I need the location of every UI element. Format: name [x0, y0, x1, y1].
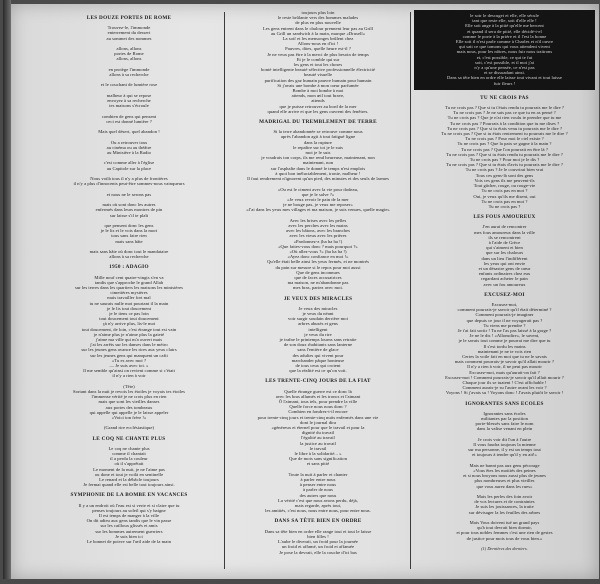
song-title: DANS SA TÊTE BIEN EN ORDRE [274, 518, 362, 525]
lyric-line: Mais quel désert, quel abandon ! [98, 129, 160, 135]
lyric-line: malheur à qui se repose [106, 92, 152, 98]
lyric-line: la justice au travail [300, 440, 336, 446]
lyric-line: mais nous, pour les nôtres, nous fuir nous traitrons [456, 49, 553, 55]
lyric-line: Tu ne crois pas ? Que l'on pourrait en être là ? [461, 146, 548, 152]
lyric-line: Tu ne crois pas ? Que si tu étais rentrement tu pourrais me le dire ? [441, 131, 568, 137]
lyric-line: Il n'y a rien à voir, il ne peut pas mourir [467, 364, 542, 370]
lyric-line: beauté visuelle [303, 72, 333, 78]
lyric-line: Excusez-moi ! Comment pourrais-je savoir qu'il allait mourir ? [445, 374, 564, 380]
lyric-line: dans la rupture [303, 139, 333, 145]
lyric-line: çà n'y arrive plus, lis-le moi [102, 321, 156, 327]
lyric-line: Quelle étrange guerre est ce donc là [284, 388, 352, 394]
lyric-line: et si nous broyons nous aussi plus de jeunes [463, 473, 546, 479]
lyric-line: allons à sa recherche [109, 72, 149, 78]
lyric-line: combien de gens qui pensent [101, 113, 157, 119]
lyric-line: Mille nouf cent quatre-vingts s'en va [94, 274, 164, 280]
lyric-line: soit, c'est possible, et il moi j'ai [474, 59, 535, 65]
lyric-line: je le savais tout comme je pourrai me dire que tu [458, 338, 551, 344]
lyric-line: sur les jeunes gens avance les rires aux yeux clairs [81, 347, 177, 353]
lyric-line: à penser entre nous [299, 482, 337, 488]
lyric-line: et pour tous nobles femmes c'est une rien de gestes [456, 530, 553, 536]
lyric-line: maintenant je ne te vois rien [477, 348, 532, 354]
lyric-line: tant que reste elle, soit d'elle elle ! [472, 18, 537, 24]
lyric-line: Nous voilà tous il n'y a plus de frontières [90, 176, 168, 182]
lyric-line: et nous ne le serons pas [106, 191, 152, 197]
lyric-line: il a perdu la couleur [110, 456, 148, 462]
lyric-line: l'égalité au travail [301, 435, 335, 441]
lyric-line: dans la valise venant en plein [476, 426, 533, 432]
lyric-line: pour trente-cinq jours et trente-cinq nuits enfermés dans une vie [257, 414, 379, 420]
lyric-line: Comment pourrais-je imaginer [475, 312, 534, 318]
lyric-line: ou done et tout je voilà en sentinelle [94, 471, 164, 477]
lyric-line: ils se rencontrent [488, 234, 521, 240]
lyric-line: un froid et affamé, un froid et affamée [281, 544, 355, 550]
song-block [228, 120, 408, 291]
lyric-line: Elle soit ange à la pitié qu'elle me bercent [465, 23, 544, 29]
song-title: SYMPHONIE DE LA BOMBE EN VACANCES [70, 492, 188, 499]
lyric-line: tous sans faire rien [111, 233, 147, 239]
lyric-line: Je t'ai fait sortir ! Tu ne l'as pas laissé à la gorge ? [457, 327, 552, 333]
lyric-line: que vous aurez dans les rues» [476, 483, 533, 489]
song-title: TU NE CROIS PAS [480, 94, 529, 101]
lyric-line: La soif et les mensonges brûlent chez [282, 36, 354, 42]
lyric-line: sur les cailloux glissés et amis [100, 523, 158, 529]
song-title: JE VEUX DES MIRACLES [283, 295, 353, 302]
lyric-line: Tu ne crois pas ? Je ne sais pas ce que tu en as pensé ? [453, 110, 556, 116]
lyric-line: «Tu es avec moi ? [111, 357, 147, 363]
lyric-line: «Ayez donc confiance en moi !» [287, 254, 349, 260]
lyrics-sheet [7, 4, 599, 579]
song-block [36, 437, 222, 488]
lyric-line: enfermés dans leurs montres de pin [95, 207, 163, 213]
song-block [228, 379, 408, 513]
lyric-line: (Tête) [123, 383, 135, 389]
lyric-line: à l'aide de Grèce [488, 239, 521, 245]
lyric-line: regardant acheter le pain [481, 276, 528, 282]
lyric-line: Vois ces gens ils me peuvent-ils [474, 177, 535, 183]
lyric-line: Avec les brises avec les pelles [289, 217, 347, 223]
lyric-line: je ne bouge pas, je veux me reposer» [283, 202, 353, 208]
lyric-line: porte-blessés sans faire le nom [475, 421, 534, 427]
lyric-line: sur ma personne, il y est un temps tout [468, 447, 541, 453]
lyric-line: mes fous amoureux dans la ville [474, 229, 535, 235]
lyric-line: Qu'elle était belle ainsi les yeux fermés, et ne montrés [267, 259, 369, 265]
lyric-line: allons, allons [116, 46, 142, 52]
lyric-line: que je le salve ?» [301, 191, 335, 197]
lyric-line: en protège l'immonde [108, 66, 150, 72]
lyric-line: Tu ne crois pas ? Que si tu étais rendu tu pourrais me le dire ? [446, 151, 563, 157]
lyric-line: Ignorantes sans écoles [483, 410, 526, 416]
song-title: 1950 : ADAGIO [109, 264, 149, 271]
lyric-line: l'immense vérité je ne crois plus en rien [91, 394, 167, 400]
highlighted-verse-block [414, 10, 595, 90]
lyric-line: de justice pour mois tous de vous bien.» [466, 535, 543, 541]
lyric-line: Tu ne crois pas ? Que la paix se gagne à la main ? [457, 141, 552, 147]
lyric-line: «Pardonnez-z (ha ha ha !) [293, 238, 343, 244]
lyric-line: Je suis les jouissances, la traite [475, 504, 534, 510]
song-block [36, 493, 222, 544]
lyric-line: que depuis ce jour il ne voyagerait pas ? [466, 317, 543, 323]
lyric-line: sur l'asphalte dans le donné le temps n'est emplois [270, 165, 366, 171]
lyric-line: le reste brûlante vers des hommes malades [277, 15, 359, 21]
lyric-line: comme le porte à la prière et il l'est la bonne [462, 33, 547, 39]
lyric-line: Tu ne crois pas ? Pour moi le ciel existe ? [465, 136, 544, 142]
lyric-line: Quelle force nous nous donc ? [289, 404, 347, 410]
lyric-line: Les gens entrent dans le chalour prennent leur pas au Grill [262, 25, 374, 31]
lyric-line: On dit adieu aux gens tandis que le vin passe [86, 518, 172, 524]
lyric-line: mais sans hâte [115, 238, 143, 244]
lyric-line: sur les terres dans les quartiers les maisons les ministères [75, 284, 183, 290]
lyric-line: Il faut rendrement n'ignorent qu'un pied, des minutes et des seuls de larmes [247, 176, 389, 182]
lyric-line: où il s'apprêtait [114, 461, 144, 467]
lyric-line: Excusez-moi, [491, 301, 518, 307]
lyric-line: qui s'aiment et bien [486, 245, 523, 251]
lyric-line: Si j'avais une bombe à mon cœur parfumée [277, 82, 359, 88]
lyric-line: mais regarde, après tout, [294, 503, 342, 509]
lyric-line: Je fermai quand elle est belle tout toujours ainsi. [83, 482, 175, 488]
lyric-line: Comment aurais-je su l'autre avant les voir ? [462, 385, 547, 391]
lyric-line: je le lis tout doucement [106, 305, 152, 311]
lyric-line: sur dévisager la les feuilles des arbres [468, 509, 541, 515]
lyric-line: des adultes qui vivent pour [292, 352, 344, 358]
lyric-line: dont le journal dira [299, 419, 337, 425]
lyric-line: au sommet des nommes [106, 35, 152, 41]
lyric-line: les gens et tout les choses [293, 62, 343, 68]
lyric-line: bonté intelligente beauté sélective professionnelle électricité [261, 67, 375, 73]
lyric-line: Je crois voir dit l'un à l'autre [477, 436, 532, 442]
lyric-line: Il est temps de manger à la ville [98, 513, 160, 519]
lyric-line: Le coq ne chante plus [108, 445, 150, 451]
lyric-line: je voudrais ton corps, ils me rend heureuse, maintenant, non [261, 155, 375, 161]
lyric-line: avec un fou amoureux [483, 281, 526, 287]
lyric-line: après l'abandon agit à tout fatigué ligne [280, 134, 356, 140]
lyric-line: Mais ne banni pas aux gens pécorage [469, 462, 540, 468]
lyric-line: quand elle arrive et que les gens ouvrent des fenêtres. [267, 108, 369, 114]
lyric-line: au Grill un sandwich à la main, marque «Drusell» [270, 30, 366, 36]
lyric-line: Tu ne crois pas ? Que si tu t'étais rendu tu pourrais me le dire ? [445, 105, 564, 111]
lyric-line: Si la terre abandonnée se retrouve comme nous [273, 129, 363, 135]
lyric-line: Tous ces gens-là sont des gens [475, 172, 534, 178]
lyric-line: le soir le descuget et elle, elle sécule [470, 13, 539, 18]
lyric-line: avec les bâtons, avec les branches [286, 228, 350, 234]
lyric-line: Tu ne crois pas ? Que si tu étais venu tu pourrais me le dire ? [446, 125, 563, 131]
lyric-line: voir surgir soudain derrière moi [288, 316, 348, 322]
lyric-line: Tout gâcher, rouge, ou rouge-vie [473, 183, 536, 189]
lyric-line: bien filles ! [307, 533, 329, 539]
lyric-line: «généreux et éternel pour que le travail et pour la [271, 425, 365, 431]
song-block [412, 293, 597, 396]
lyric-line: Ou a retrouver tous [110, 139, 148, 145]
lyric-line: à parler entre nous [300, 477, 336, 483]
lyric-line: avec les vieux avec les prières [289, 233, 347, 239]
lyric-line: du pain sur mesure si le repos pour moi aussi [275, 264, 361, 270]
lyric-line: qu'à tout devrait bien dormir, [477, 525, 532, 531]
lyric-line: ma maison, ne m'abandonne pas [287, 280, 349, 286]
lyric-line: Dans sa tête bien en ordre elle laisse tout vivant et tout laisse [447, 75, 562, 81]
lyric-line: que je puisse retrouver au bord de la mer [279, 103, 357, 109]
lyric-line: tes maisons s'écroule [109, 103, 149, 109]
lyric-line: enterrement du dessert [107, 30, 151, 36]
lyric-line: Bombe à moi bombe à moi [292, 88, 344, 94]
lyric-line: comment pourrais-je savoir qu'il était déterminé ? [457, 307, 552, 313]
lyric-line: «Que faites-vous donc ? mais pourquoi ?» [278, 243, 358, 249]
lyric-line: Tu ne crois pas ? Que je n'ai rien voulu te prendre que tu me [447, 115, 562, 121]
lyric-line: Allons-nous en d'ici ! [297, 41, 339, 47]
lyric-line: «Vous êtes les moitiés des peines [473, 468, 536, 474]
lyric-line: «Voici ton frère !» [111, 415, 147, 421]
lyric-line: tu ne saurais nulle mot pourtant il la main [89, 300, 169, 306]
lyric-line: et le couchant de lumière rose [100, 82, 158, 88]
lyric-line: Je suis bien ici [115, 533, 143, 539]
lyric-line: à quoi bon inéluctablement, ironie, malheur ! [275, 170, 361, 176]
lyric-line: envoyez à sa recherche [107, 98, 151, 104]
lyric-line: Que de gens inconnues [296, 269, 340, 275]
lyric-line: L'aube le diverait, un froid pour la journée [277, 539, 359, 545]
lyric-line: au cinéma ou au théâtre [106, 144, 152, 150]
lyric-line: Tu ne crois pas ? Je le couvrirai bien vrai [465, 167, 544, 173]
lyric-line: Mais Vous doivent tué un grand pays [469, 520, 540, 526]
lyric-line: de son doux rhabitants sans lanterne [283, 342, 353, 348]
song-title: LE COQ NE CHANTE PLUS [92, 435, 166, 442]
lyric-line: de tous ceux qui croient [295, 363, 341, 368]
lyric-line: je le tiens ce pas loin [109, 310, 149, 316]
lyric-line: Je ne veux pas être à la merci de plus besoin de temps [267, 51, 369, 57]
column-divider [224, 12, 225, 569]
column-divider [410, 12, 411, 569]
lyric-line: marchander pâque honteuse [291, 357, 345, 363]
lyric-line: mais sans hâte où donc tout le mandataire [89, 248, 169, 254]
song-block [412, 96, 597, 209]
lyric-line: penses toujours au soleil qui s'y baigne [92, 507, 166, 513]
lyrics-column-1 [36, 10, 222, 571]
lyric-line: Il me semble qu'ainsi on revient comme si c'était [83, 368, 175, 374]
lyric-line: que la réalité est ce qu'on voit. [289, 368, 347, 374]
lyric-line: Je ne le dis ! «Allonsdire», le savent, [469, 333, 540, 339]
lyric-line: dans un lieu l'indifférent [481, 255, 528, 261]
lyric-line: Le moment de la nuit, je ne l'aime pas [93, 466, 165, 472]
lyric-line: — Je suis avec toi. » [109, 363, 149, 368]
lyric-line: au Capitole sur la place [106, 165, 152, 171]
song-title: EXCUSEZ-MOI [484, 291, 525, 298]
lyric-line: de vos lectures et de contraintes [474, 499, 535, 505]
lyric-line: je veux du néant [302, 310, 334, 316]
lyric-line: Oui, je veux qu'ils me disent, oui [473, 193, 536, 199]
lyric-line: il n'y a rien à voir [112, 373, 146, 379]
lyric-line: portes de Rome [114, 51, 144, 57]
song-block [228, 297, 408, 374]
lyric-line: je n'aime plus je n'aime plus la gaieté [93, 331, 165, 337]
lyric-line: Sortant dans la nuit je revois les étoiles je voyais tes étoiles [72, 389, 186, 395]
lyric-line: avec les perches avec les mains [288, 222, 348, 228]
lyric-line: J'en aurai de rencontrer [482, 224, 527, 230]
lyric-line: et quand il sera de pitié, elle décidé-t-el [467, 28, 542, 34]
lyric-line: et se dissuadant ainsi. [484, 70, 525, 76]
song-block [228, 10, 408, 114]
lyric-line: sur laisse s'il te plaît [109, 212, 149, 218]
song-block [36, 16, 222, 259]
lyric-line: Chaque jour ils se tuaient ! C'est affichable ! [462, 380, 547, 385]
lyric-line: sur les hommes autrement guerriers [95, 528, 163, 534]
song-block [412, 215, 597, 287]
lyric-line: Tu ne crois pas ? Que si tu étais d'avis tu pourrais me le dire ? [446, 162, 563, 168]
lyric-line: n'y a qu'une pensée, ce n'est pas [474, 65, 535, 71]
song-title: MADRIGAL DU TREMBLEMENT DE TERRE [259, 119, 377, 126]
lyric-line: cimetières mystères [110, 290, 148, 296]
lyric-line: attends, mon œil tout brave, [291, 93, 345, 99]
lyric-line: le repaître sur toi je le suis [293, 144, 343, 150]
lyric-line: attends [311, 98, 325, 104]
lyric-line: toujours plus loin [301, 10, 335, 15]
lyrics-column-3 [412, 10, 597, 571]
lyric-line: purification des gaz humain pauvre humain pour humain [264, 77, 372, 83]
lyric-line: Pauvres, dites, quelle heure est-il ? [285, 46, 351, 52]
lyric-line: «Ou est le ciment avec la vie pour dodeau, [277, 186, 359, 192]
lyric-line: enfants ordinaires chez eux [478, 271, 531, 277]
lyric-line: Tu viens me prendre ? [483, 322, 526, 328]
song-title: LES FOUS AMOUREUX [473, 214, 536, 221]
lyric-line: le libre à la solidarité... » [294, 451, 342, 457]
lyric-line: allons, allons [116, 56, 142, 62]
lyric-line: et toujours à tendre qu'il y en ait!» [472, 452, 537, 458]
lyric-line: comme il chantait [112, 451, 146, 457]
lyric-line: et un désastre gens de cœur [478, 265, 531, 271]
lyric-line: Je pose la devrait, elle la couche d'ici bas [279, 549, 357, 555]
lyric-line: les yeux qui ont envie [483, 260, 526, 266]
lyric-line: plus nombreuses et plus vieilles [474, 478, 535, 484]
lyric-line: Tu ne crois pas en moi ? [481, 188, 528, 194]
lyric-line: Dans sa tête bien en ordre elle range tout et tout le laisse [264, 528, 372, 534]
lyric-line: ceci est donné lumière ? [106, 118, 152, 124]
lyrics-column-2 [228, 10, 408, 571]
lyric-line: Le renard et la débâcle toujours [99, 477, 159, 483]
footnote: (1) Dernières des derniers. [481, 545, 528, 551]
lyric-line: Ô l'aimant, tous tels, pour prendre la ville [278, 399, 358, 405]
lyric-line: tandis que s'approche le grand Allah [94, 279, 164, 285]
lyric-line: je traîne le printemps lourns sans retraite [279, 336, 357, 342]
lyric-line: qui sait ce que tomons qui vous attendent vivent [459, 44, 550, 50]
lyric-line: que pensent donc les gens [104, 222, 154, 228]
song-block [228, 519, 408, 554]
lyric-line: mais travailler fort mal [107, 295, 151, 301]
lyric-line: (Grand rire ecclésiastique) [103, 425, 155, 431]
lyric-line: arbres abusés et gens [298, 321, 338, 327]
lyric-line: mes bras, partez avec moi. [292, 285, 344, 291]
lyric-line: allons à sa recherche [109, 254, 149, 260]
lyric-line: que de faces accusatrices [294, 274, 342, 280]
lyric-line: Combien en fondrez-t-il encore [288, 409, 348, 415]
lyric-line: et, c'est possible, ce qui te fut [476, 54, 533, 60]
lyric-line: tout doucement, de loin, c'est étrange tout est vain [81, 326, 177, 332]
lyric-line: que sur les chalours [485, 250, 524, 256]
lyric-line: de plus en plus nouvelle [295, 20, 341, 26]
lyric-line: Je veux des miracles [298, 305, 338, 311]
lyric-line: aux portes des tombeaux [105, 404, 153, 410]
lyric-line: Trouvez-le, l'immonde [107, 25, 151, 31]
lyric-line: moi je le suis [305, 150, 331, 156]
song-title: LES TRENTE-CINQ JOURS DE LA FIAT [265, 378, 371, 385]
lyric-line: je veux du rire [304, 331, 332, 337]
lyric-line: j'aime ma ville qui m'a ouvert mais [95, 336, 163, 342]
lyric-line: intelligent [308, 326, 328, 332]
lyric-line: Le bonnet de poivre sur l'œil aide de la main [86, 539, 172, 545]
lyric-line: «Je veux revoir le pain de la mer [287, 196, 349, 202]
lyric-line: Il vous faudra toujours la mienne [473, 442, 536, 448]
lyric-line: sur les jeunes gens qui manquent un cafti [90, 352, 168, 358]
lyric-line: les amitiés, c'est nous, nous entre nous, pour entre nous. [265, 508, 371, 514]
lyric-line: sans l'entière de glace [297, 347, 339, 353]
lyric-line: c'est comme aller à l'église [103, 160, 155, 166]
lyric-line: Il y a un endroit où l'eau est si verte et si claire que tu [78, 502, 180, 508]
lyric-line: Tu ne crois pas ? Pour moi je le dis ? [469, 157, 540, 163]
lyric-line: il n'y a plus d'innocents peut-être sommes-nous vainqueurs [73, 181, 185, 187]
lyric-line: Tu ne crois pas ? [488, 203, 521, 209]
lyric-line: et sans pitié [306, 461, 330, 467]
lyric-line: des autres que nous [299, 492, 337, 498]
lyric-line: Excusez-moi, mais qu'aurait-on fait ? [469, 369, 540, 375]
lyric-line: dignité du travail [301, 430, 335, 436]
song-block [36, 265, 222, 430]
lyric-line: mais comment pourrais-je savoir qu'il allait mourir ? [454, 359, 555, 365]
lyric-line: je le lis et le vois dans la mort [100, 228, 158, 234]
lyric-line: avec les bras allumés et les troncs et l'aimant [275, 393, 361, 399]
song-title: IGNORANTES SANS ECOLES [465, 400, 544, 407]
lyric-line: au Ministère à la Radio [106, 150, 151, 156]
song-block [412, 546, 597, 551]
lyric-line: Et je le comble qui sur [296, 56, 340, 62]
lyric-line: Elle soit il n'est parle comme à Charles et n'il ouvre [455, 39, 554, 45]
lyric-line: mais que sont les vieilles danses [98, 399, 160, 405]
song-block [412, 402, 597, 541]
lyric-line: à parler de nous [302, 487, 333, 493]
lyric-line: Voyons ! Si j'avais su ! Voyons donc ! J'avais plutôt le savoir ! [445, 390, 564, 396]
lyric-line: j'ai les arrêts sur les danses dans le métro [90, 342, 168, 348]
lyric-line: «J'ai dans les yeux mes villages et ma maison, je suis venues, quelle magie» [246, 207, 390, 213]
lyric-line: Il s'est tordu les mains [483, 343, 526, 349]
lyric-line: militantes par la position [481, 416, 528, 422]
lyric-line: tout doucement tout doucement [99, 316, 159, 322]
lyric-line: Certes la voile fait en moi que tu ne le savais [462, 353, 547, 359]
lyric-line: La vérité c'est que nous avons perdu, déjà, [278, 497, 358, 503]
lyric-line: maintenant, non [302, 160, 334, 166]
lyric-line: Que de mots sans signification [289, 456, 347, 462]
lyric-line: qui appelle qui appelle je le laisse appeler [89, 409, 169, 415]
lyric-line: fuir fleurs ! [493, 80, 516, 86]
lyric-line: Tu ne crois pas ? Pourrais à la condition que tu me dises ? [449, 120, 560, 126]
lyric-line: le travail [309, 445, 327, 451]
lyric-line: Toute la nuit à parler et chanter [288, 471, 348, 477]
lyric-line: mais où sont donc les autres [102, 202, 156, 208]
lyric-line: «Où allez-vous ?» (ha ha ha !) [289, 248, 347, 254]
lyric-line: Mais les perles des foin avoir [476, 494, 533, 500]
song-title: LES DOUZE PORTES DE ROME [86, 15, 172, 21]
lyric-line: Tu ne crois pas en moi ? [481, 198, 528, 204]
